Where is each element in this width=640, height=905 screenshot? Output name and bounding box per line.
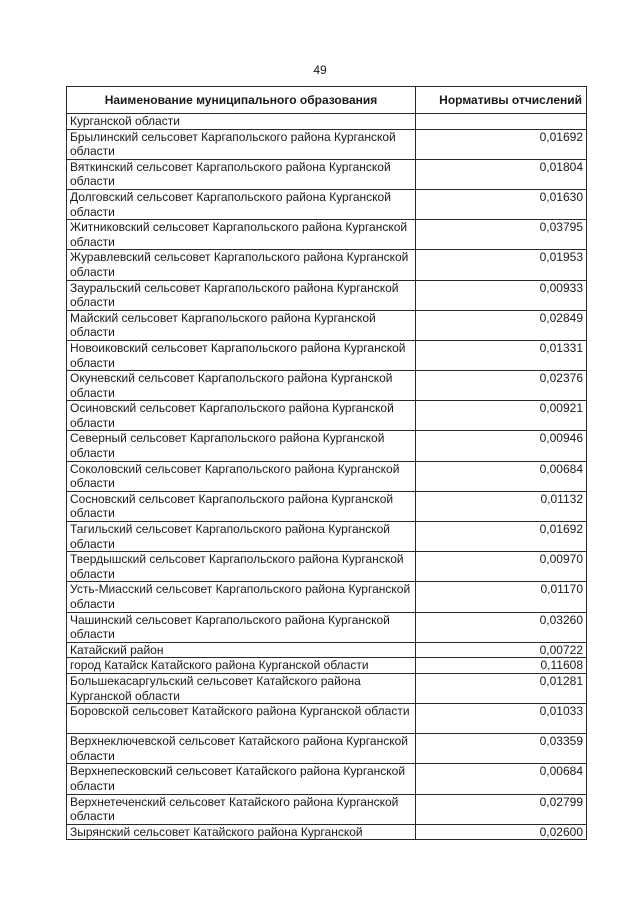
municipality-name: Зауральский сельсовет Каргапольского района Курганской области xyxy=(67,280,416,310)
municipality-name: Верхнепесковский сельсовет Катайского района Курганской области xyxy=(67,764,416,794)
table-row xyxy=(67,431,587,461)
norm-value: 0,00946 xyxy=(416,431,587,461)
table-row xyxy=(67,340,587,370)
norm-value: 0,03260 xyxy=(416,612,587,642)
norm-value: 0,00970 xyxy=(416,552,587,582)
table-row xyxy=(67,114,587,130)
norm-value: 0,00921 xyxy=(416,401,587,431)
header-name: Наименование муниципального образования xyxy=(67,87,416,114)
table-row xyxy=(67,371,587,401)
table-row xyxy=(67,310,587,340)
municipality-name: Брылинский сельсовет Каргапольского района Курганской области xyxy=(67,129,416,159)
municipality-name: Боровской сельсовет Катайского района Курганской области xyxy=(67,704,416,734)
norm-value: 0,11608 xyxy=(416,658,587,674)
table-row xyxy=(67,280,587,310)
municipality-name: Соколовский сельсовет Каргапольского района Курганской области xyxy=(67,461,416,491)
norm-value: 0,01033 xyxy=(416,704,587,734)
norm-value: 0,02600 xyxy=(416,824,587,840)
norm-value: 0,00933 xyxy=(416,280,587,310)
norm-value: 0,02799 xyxy=(416,794,587,824)
norm-value xyxy=(416,114,587,130)
municipality-name: Вяткинский сельсовет Каргапольского района Курганской области xyxy=(67,159,416,189)
page-number: 49 xyxy=(313,63,327,77)
norm-value: 0,01953 xyxy=(416,250,587,280)
municipality-name: Усть-Миасский сельсовет Каргапольского района Курганской области xyxy=(67,582,416,612)
municipality-name: Житниковский сельсовет Каргапольского района Курганской области xyxy=(67,220,416,250)
municipality-name: Окуневский сельсовет Каргапольского района Курганской области xyxy=(67,371,416,401)
table-row xyxy=(67,582,587,612)
table-row xyxy=(67,642,587,658)
table-row xyxy=(67,552,587,582)
municipality-name: город Катайск Катайского района Курганской области xyxy=(67,658,416,674)
table-row xyxy=(67,461,587,491)
norm-value: 0,01331 xyxy=(416,340,587,370)
norm-value: 0,02376 xyxy=(416,371,587,401)
municipality-name: Чашинский сельсовет Каргапольского района Курганской области xyxy=(67,612,416,642)
norms-table xyxy=(66,86,587,840)
municipality-name: Твердышский сельсовет Каргапольского района Курганской области xyxy=(67,552,416,582)
table-row xyxy=(67,612,587,642)
table-row xyxy=(67,734,587,764)
table-row xyxy=(67,673,587,703)
norm-value: 0,01170 xyxy=(416,582,587,612)
norm-value: 0,02849 xyxy=(416,310,587,340)
norm-value: 0,03795 xyxy=(416,220,587,250)
norm-value: 0,01630 xyxy=(416,189,587,219)
norm-value: 0,00684 xyxy=(416,461,587,491)
table-row xyxy=(67,824,587,840)
table-row xyxy=(67,658,587,674)
municipality-name: Тагильский сельсовет Каргапольского района Курганской области xyxy=(67,522,416,552)
municipality-name: Зырянский сельсовет Катайского района Курганской xyxy=(67,824,416,840)
municipality-name: Журавлевский сельсовет Каргапольского района Курганской области xyxy=(67,250,416,280)
table-row xyxy=(67,764,587,794)
municipality-name: Новоиковский сельсовет Каргапольского района Курганской области xyxy=(67,340,416,370)
norm-value: 0,01132 xyxy=(416,491,587,521)
table-row xyxy=(67,522,587,552)
table-row xyxy=(67,159,587,189)
table-row xyxy=(67,220,587,250)
municipality-name: Верхнетеченский сельсовет Катайского района Курганской области xyxy=(67,794,416,824)
municipality-name: Сосновский сельсовет Каргапольского района Курганской области xyxy=(67,491,416,521)
norm-value: 0,00722 xyxy=(416,642,587,658)
municipality-name: Большекасаргульский сельсовет Катайского района Курганской области xyxy=(67,673,416,703)
municipality-name: Северный сельсовет Каргапольского района Курганской области xyxy=(67,431,416,461)
municipality-name: Осиновский сельсовет Каргапольского района Курганской области xyxy=(67,401,416,431)
municipality-name: Долговский сельсовет Каргапольского района Курганской области xyxy=(67,189,416,219)
table-row xyxy=(67,189,587,219)
table-header-row xyxy=(67,87,587,114)
municipality-name: Курганской области xyxy=(67,114,416,130)
norm-value: 0,01692 xyxy=(416,129,587,159)
table-row xyxy=(67,250,587,280)
header-value: Нормативы отчислений xyxy=(416,87,587,114)
municipality-name: Верхнеключевской сельсовет Катайского района Курганской области xyxy=(67,734,416,764)
norm-value: 0,01692 xyxy=(416,522,587,552)
municipality-name: Катайский район xyxy=(67,642,416,658)
table-row xyxy=(67,794,587,824)
norm-value: 0,01281 xyxy=(416,673,587,703)
table-row xyxy=(67,129,587,159)
norm-value: 0,01804 xyxy=(416,159,587,189)
table-row xyxy=(67,401,587,431)
norm-value: 0,00684 xyxy=(416,764,587,794)
table-row xyxy=(67,491,587,521)
norm-value: 0,03359 xyxy=(416,734,587,764)
table-row xyxy=(67,704,587,734)
municipality-name: Майский сельсовет Каргапольского района Курганской области xyxy=(67,310,416,340)
